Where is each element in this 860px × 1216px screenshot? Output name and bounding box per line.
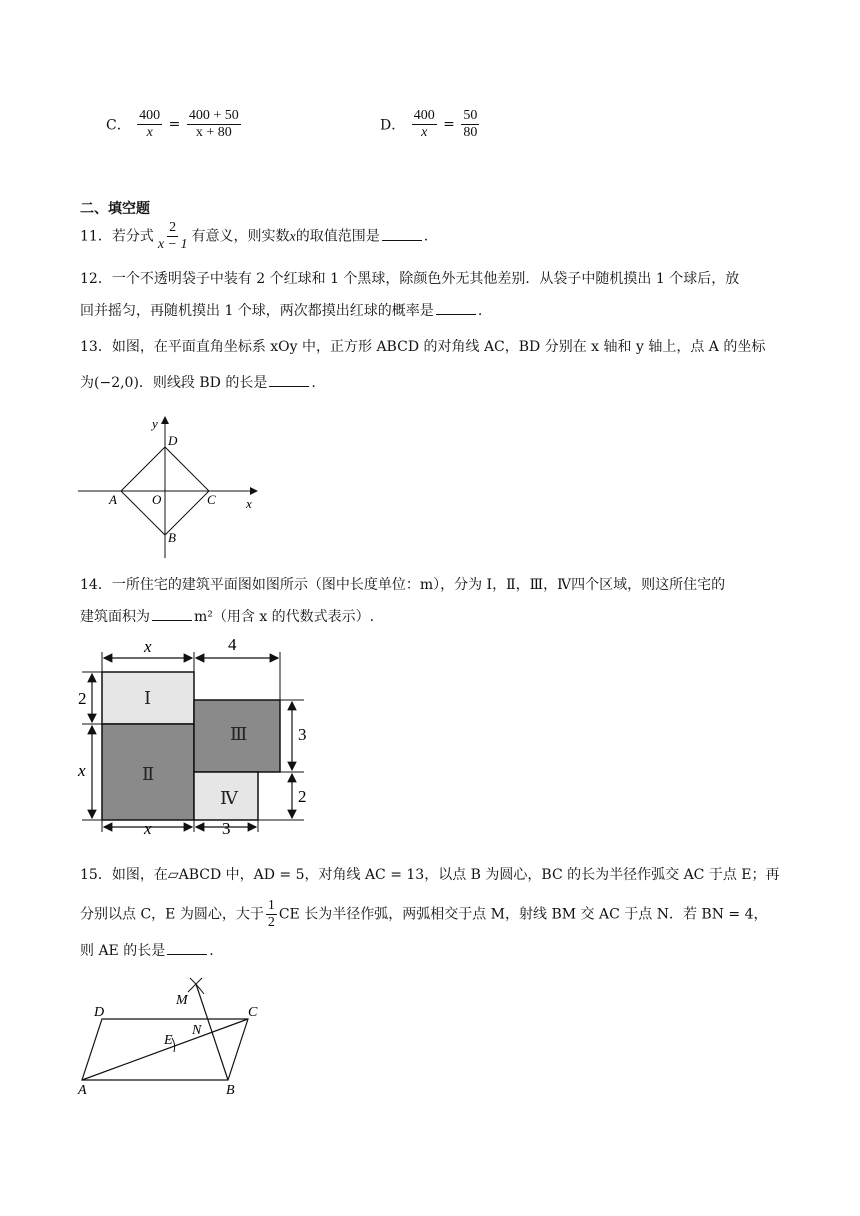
question-14-line1: 14．一所住宅的建筑平面图如图所示（图中长度单位：m），分为 Ⅰ，Ⅱ，Ⅲ，Ⅳ四个区域，则这所住宅的 bbox=[80, 577, 726, 593]
q15-half: $\frac{1}{2}$ bbox=[267, 898, 275, 930]
region-1-label: Ⅰ bbox=[144, 688, 152, 708]
section-title: 二、填空题 bbox=[80, 201, 150, 217]
figure-14-floor-plan bbox=[72, 634, 312, 834]
option-d-label: D． bbox=[380, 117, 406, 134]
question-15-line1: 15．如图，在▱ABCD 中，AD = 5，对角线 AC = 13，以点 B 为圆心，BC 的长为半径作弧交 AC 于点 E；再 bbox=[80, 867, 780, 883]
label-a: A bbox=[109, 492, 117, 507]
label-n: N bbox=[192, 1023, 202, 1038]
question-12-line1: 12．一个不透明袋子中装有 2 个红球和 1 个黑球，除颜色外无其他差别．从袋子中随机摸出 1 个球后，放 bbox=[80, 271, 740, 287]
option-c-lhs: $\frac{400}{x}$ bbox=[139, 108, 161, 140]
diagonal-ac bbox=[82, 1019, 248, 1080]
option-d-rhs: $\frac{50}{80}$ bbox=[463, 108, 478, 140]
label-b: B bbox=[168, 530, 176, 545]
label-e: E bbox=[164, 1033, 173, 1048]
figure-13-coordinate-square bbox=[72, 412, 272, 562]
figure-15-parallelogram bbox=[72, 972, 272, 1102]
question-15-line2: 分别以点 C，E 为圆心，大于 $\frac{1}{2}$ CE 长为半径作弧，两弧相交于点 M，射线 BM 交 AC 于点 N．若 BN = 4， bbox=[80, 898, 768, 930]
arc-m-2 bbox=[190, 978, 204, 994]
label-d: D bbox=[168, 433, 178, 448]
dim-right-3-label: 3 bbox=[298, 725, 307, 744]
region-4-label: Ⅳ bbox=[220, 788, 238, 808]
label-d: D bbox=[94, 1005, 105, 1020]
region-2-label: Ⅱ bbox=[142, 764, 155, 784]
question-13-line2: 为(−2,0)．则线段 BD 的长是 . bbox=[80, 372, 316, 394]
question-13-line1: 13．如图，在平面直角坐标系 xOy 中，正方形 ABCD 的对角线 AC，BD 分别在 x 轴和 y 轴上，点 A 的坐标 bbox=[80, 339, 766, 355]
answer-blank bbox=[382, 226, 422, 241]
label-a: A bbox=[78, 1083, 87, 1098]
answer-blank bbox=[436, 300, 476, 315]
dim-bottom-3-label: 3 bbox=[222, 819, 231, 834]
region-3-label: Ⅲ bbox=[230, 724, 248, 744]
option-c bbox=[106, 108, 243, 141]
label-b: B bbox=[226, 1083, 235, 1098]
label-x: x bbox=[246, 496, 252, 511]
question-12-line2: 回并摇匀，再随机摸出 1 个球，两次都摸出红球的概率是 . bbox=[80, 300, 482, 322]
option-c-label: C． bbox=[106, 117, 131, 134]
answer-blank bbox=[167, 940, 207, 955]
dim-top-x-label: x bbox=[144, 637, 152, 656]
q11-fraction: $\frac{2}{x - 1}$ bbox=[157, 220, 188, 252]
dim-left-2-label: 2 bbox=[78, 689, 87, 708]
dim-top-4-label: 4 bbox=[228, 635, 237, 654]
dim-bottom-x-label: x bbox=[144, 819, 152, 834]
question-15-line3: 则 AE 的长是 . bbox=[80, 940, 214, 962]
x-axis-arrow bbox=[250, 487, 258, 495]
arc-m bbox=[188, 978, 202, 992]
option-d-lhs: $\frac{400}{x}$ bbox=[413, 108, 435, 140]
dim-left-x-label: x bbox=[78, 761, 86, 780]
option-d bbox=[380, 108, 481, 141]
question-11: 11．若分式 $\frac{2}{x - 1}$ 有意义，则实数x的取值范围是 . bbox=[80, 220, 429, 252]
y-axis-arrow bbox=[161, 416, 169, 424]
label-c: C bbox=[207, 492, 216, 507]
label-y: y bbox=[152, 416, 158, 431]
answer-blank bbox=[269, 372, 309, 387]
label-c: C bbox=[248, 1005, 258, 1020]
option-c-eq: = bbox=[168, 116, 181, 133]
label-m: M bbox=[176, 993, 188, 1008]
label-o: O bbox=[152, 492, 162, 507]
answer-blank bbox=[152, 606, 192, 621]
question-14-line2: 建筑面积为 m²（用含 x 的代数式表示）. bbox=[80, 606, 374, 628]
option-c-rhs: $\frac{400 + 50}{x + 80}$ bbox=[188, 108, 239, 140]
option-d-eq: = bbox=[443, 116, 455, 133]
dim-right-2-label: 2 bbox=[298, 787, 307, 806]
